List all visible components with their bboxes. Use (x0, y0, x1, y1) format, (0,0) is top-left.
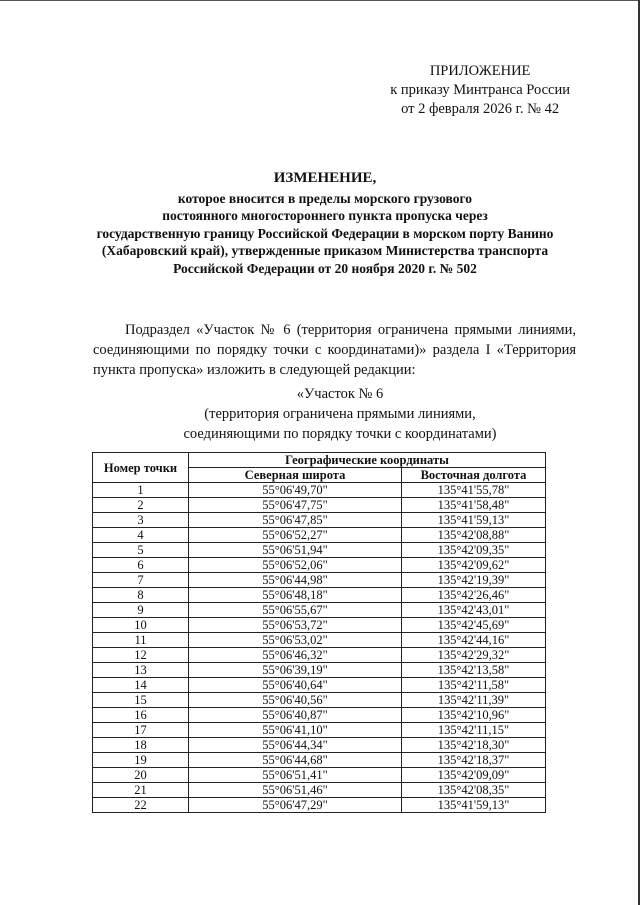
cell-longitude: 135°42'11,39" (402, 693, 546, 708)
cell-point-number: 2 (93, 498, 189, 513)
title-line: Российской Федерации от 20 ноября 2020 г. № 502 (173, 260, 477, 276)
header-longitude: Восточная долгота (402, 468, 546, 483)
title-line: государственную границу Российской Федерации в морском порту Ванино (96, 225, 554, 241)
cell-latitude: 55°06'51,46" (189, 783, 402, 798)
cell-longitude: 135°42'08,35" (402, 783, 546, 798)
table-row (93, 723, 546, 738)
cell-latitude: 55°06'46,32" (189, 648, 402, 663)
cell-point-number: 14 (93, 678, 189, 693)
cell-point-number: 11 (93, 633, 189, 648)
cell-longitude: 135°42'09,62" (402, 558, 546, 573)
table-row (93, 708, 546, 723)
table-row (93, 618, 546, 633)
table-row (93, 558, 546, 573)
table-row (93, 798, 546, 813)
table-row (93, 483, 546, 498)
cell-point-number: 8 (93, 588, 189, 603)
cell-point-number: 6 (93, 558, 189, 573)
cell-point-number: 20 (93, 768, 189, 783)
table-row (93, 633, 546, 648)
cell-latitude: 55°06'40,87" (189, 708, 402, 723)
header-geo-coordinates: Географические координаты (189, 453, 546, 468)
cell-point-number: 1 (93, 483, 189, 498)
table-row (93, 783, 546, 798)
appendix-date: от 2 февраля 2026 г. № 42 (401, 101, 560, 117)
cell-point-number: 15 (93, 693, 189, 708)
cell-latitude: 55°06'40,64" (189, 678, 402, 693)
cell-latitude: 55°06'48,18" (189, 588, 402, 603)
cell-latitude: 55°06'49,70" (189, 483, 402, 498)
title-line: (Хабаровский край), утвержденные приказом Министерства транспорта (101, 243, 549, 258)
cell-point-number: 21 (93, 783, 189, 798)
cell-point-number: 17 (93, 723, 189, 738)
cell-longitude: 135°42'09,35" (402, 543, 546, 558)
table-row (93, 768, 546, 783)
cell-longitude: 135°42'11,58" (402, 678, 546, 693)
cell-longitude: 135°42'13,58" (402, 663, 546, 678)
table-row (93, 588, 546, 603)
section-title: «Участок № 6 (296, 386, 384, 402)
appendix-label: ПРИЛОЖЕНИЕ (429, 63, 531, 79)
cell-longitude: 135°41'55,78" (402, 483, 546, 498)
table-row (93, 513, 546, 528)
appendix-order: к приказу Минтранса России (390, 82, 570, 98)
cell-latitude: 55°06'51,94" (189, 543, 402, 558)
body-paragraph: Подраздел «Участок № 6 (территория ограничена прямыми линиями, соединяющими по порядку точки с координатами)» раздела I «Территория пункта пропуска» изложить в следующей редакции: (93, 322, 576, 378)
table-row (93, 603, 546, 618)
cell-longitude: 135°42'10,96" (402, 708, 546, 723)
appendix-header (390, 62, 570, 119)
title-line: которое вносится в пределы морского грузового (177, 190, 473, 206)
cell-point-number: 9 (93, 603, 189, 618)
table-row (93, 528, 546, 543)
cell-latitude: 55°06'53,72" (189, 618, 402, 633)
cell-latitude: 55°06'47,75" (189, 498, 402, 513)
cell-latitude: 55°06'47,29" (189, 798, 402, 813)
cell-longitude: 135°42'09,09" (402, 768, 546, 783)
cell-latitude: 55°06'41,10" (189, 723, 402, 738)
table-row (93, 678, 546, 693)
coordinates-table (92, 452, 546, 813)
cell-longitude: 135°42'19,39" (402, 573, 546, 588)
table-row (93, 648, 546, 663)
cell-point-number: 22 (93, 798, 189, 813)
cell-latitude: 55°06'52,27" (189, 528, 402, 543)
cell-latitude: 55°06'53,02" (189, 633, 402, 648)
cell-latitude: 55°06'52,06" (189, 558, 402, 573)
cell-longitude: 135°42'29,32" (402, 648, 546, 663)
cell-latitude: 55°06'39,19" (189, 663, 402, 678)
cell-latitude: 55°06'55,67" (189, 603, 402, 618)
cell-longitude: 135°42'43,01" (402, 603, 546, 618)
cell-longitude: 135°41'58,48" (402, 498, 546, 513)
cell-longitude: 135°41'59,13" (402, 513, 546, 528)
cell-point-number: 19 (93, 753, 189, 768)
cell-latitude: 55°06'44,68" (189, 753, 402, 768)
cell-point-number: 13 (93, 663, 189, 678)
cell-point-number: 18 (93, 738, 189, 753)
cell-longitude: 135°42'18,30" (402, 738, 546, 753)
scan-edge-top (0, 0, 640, 1)
cell-longitude: 135°42'18,37" (402, 753, 546, 768)
document-title (60, 170, 590, 277)
cell-longitude: 135°42'11,15" (402, 723, 546, 738)
cell-longitude: 135°41'59,13" (402, 798, 546, 813)
section-line: (территория ограничена прямыми линиями, (204, 406, 476, 422)
cell-point-number: 3 (93, 513, 189, 528)
table-row (93, 693, 546, 708)
cell-longitude: 135°42'26,46" (402, 588, 546, 603)
table-row (93, 753, 546, 768)
title-line: постоянного многостороннего пункта пропуска через (162, 208, 488, 223)
cell-point-number: 5 (93, 543, 189, 558)
header-latitude: Северная широта (189, 468, 402, 483)
section-line: соединяющими по порядку точки с координатами) (183, 426, 497, 442)
table-row (93, 663, 546, 678)
cell-longitude: 135°42'45,69" (402, 618, 546, 633)
cell-latitude: 55°06'44,98" (189, 573, 402, 588)
header-point-number: Номер точки (93, 453, 189, 483)
table-row (93, 498, 546, 513)
cell-point-number: 12 (93, 648, 189, 663)
cell-point-number: 16 (93, 708, 189, 723)
section-heading (130, 384, 550, 444)
cell-point-number: 7 (93, 573, 189, 588)
table-row (93, 738, 546, 753)
cell-point-number: 4 (93, 528, 189, 543)
cell-longitude: 135°42'08,88" (402, 528, 546, 543)
cell-latitude: 55°06'44,34" (189, 738, 402, 753)
title-heading: ИЗМЕНЕНИЕ, (273, 170, 377, 186)
cell-longitude: 135°42'44,16" (402, 633, 546, 648)
cell-latitude: 55°06'47,85" (189, 513, 402, 528)
cell-point-number: 10 (93, 618, 189, 633)
cell-latitude: 55°06'40,56" (189, 693, 402, 708)
table-row (93, 573, 546, 588)
table-row (93, 543, 546, 558)
cell-latitude: 55°06'51,41" (189, 768, 402, 783)
